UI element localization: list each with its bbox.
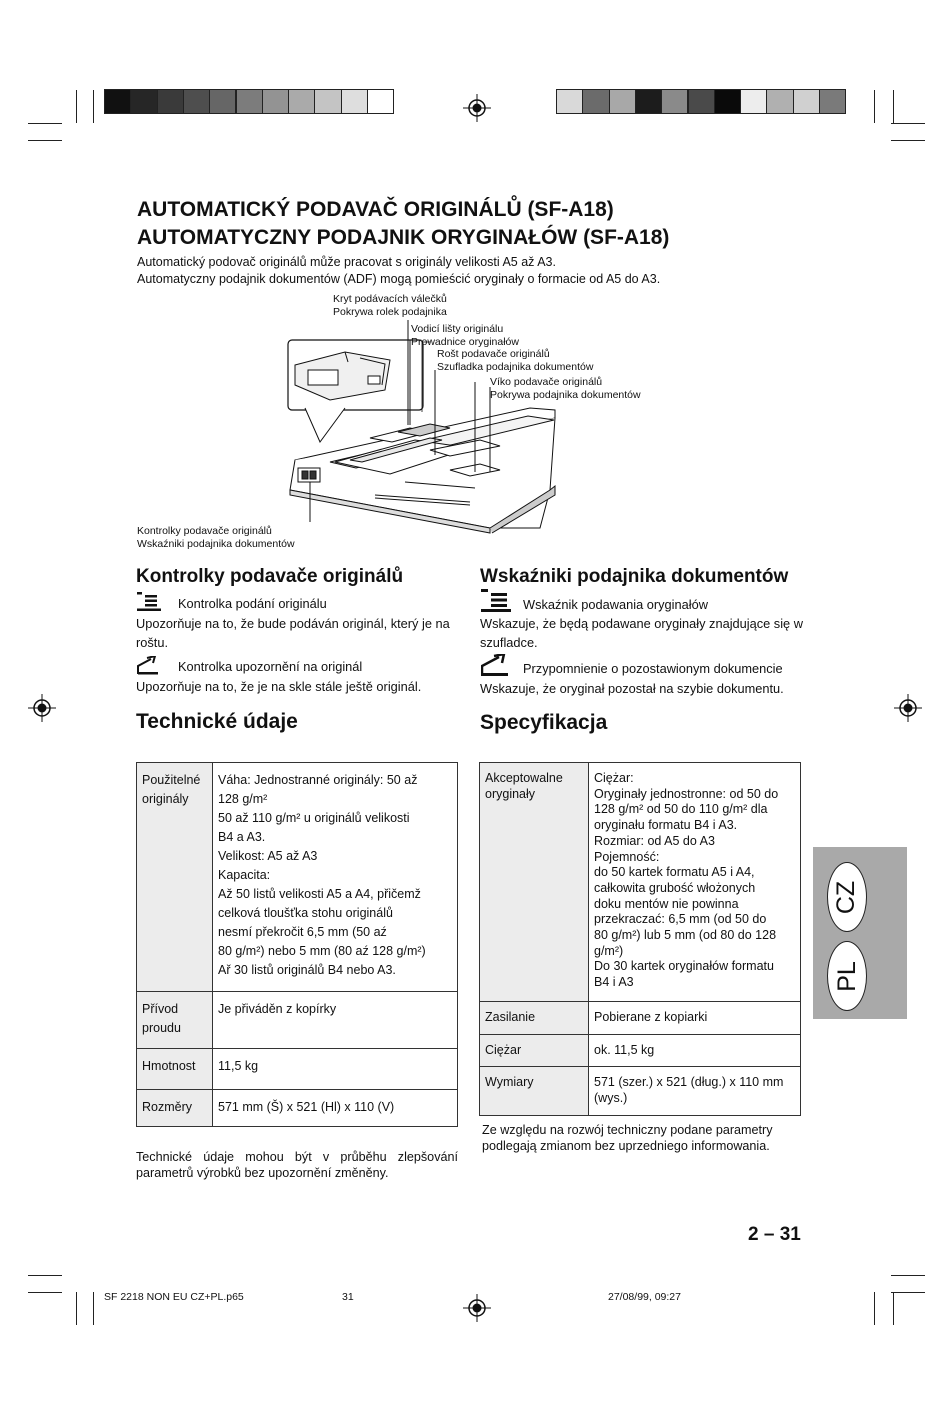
registration-target-icon [894,694,922,722]
spec-key-line: originály [142,792,189,806]
spec-value-line: Rozmiar: od A5 do A3 [594,833,715,848]
color-swatch [582,89,609,114]
heading-pl-indicators: Wskaźniki podajnika dokumentów [480,566,789,587]
color-swatch [819,89,846,114]
label-feeder-cover: Víko podavače originálů Pokrywa podajnika dokumentów [490,376,641,401]
spec-value-line: celková tloušťka stohu originálů [218,906,393,920]
table-row [137,992,458,1049]
spec-key-line: proudu [142,1021,181,1035]
spec-value-line: Až 50 listů velikosti A5 a A4, přičemž [218,887,421,901]
title-line-cz: AUTOMATICKÝ PODAVAČ ORIGINÁLŮ (SF-A18) [137,198,614,221]
spec-value-line: 128 g/m² od 50 do 110 g/m² dla [594,802,768,817]
color-swatch [209,89,236,114]
cz-original-text: Upozorňuje na to, že je na skle stále ještě originál. [136,679,422,694]
page-number: 2 – 31 [748,1224,801,1245]
intro-cz: Automatický podovač originálů může pracovat s originály velikosti A5 až A3. [137,255,556,269]
spec-value-line: 571 (szer.) x 521 (dług.) x 110 mm [594,1075,784,1090]
table-row [137,1049,458,1090]
spec-value-line: 50 až 110 g/m² u originálů velikosti [218,811,410,825]
pl-feed-label: Wskaźnik podawania oryginałów [523,597,708,612]
registration-target-icon [463,1294,491,1322]
spec-key-line: Použitelné [142,773,201,787]
spec-value-line: całkowita grubość włożonych [594,880,756,895]
table-row [137,1090,458,1127]
feed-indicator-icon [137,592,161,612]
cz-feed-label: Kontrolka podání originálu [178,596,327,611]
spec-value-line: 11,5 kg [218,1059,259,1073]
label-guides: Vodicí lišty originálu Prowadnice oryginałów [411,323,519,348]
spec-key-line: Zasilanie [485,1010,536,1024]
color-swatch [236,89,263,114]
intro-text [137,254,660,288]
table-row [480,1034,801,1067]
color-swatch [793,89,820,114]
original-left-icon [481,654,511,678]
color-swatch [661,89,688,114]
heading-cz-specs: Technické údaje [136,710,298,733]
language-badge-cz: CZ [827,862,867,932]
spec-value-line: Je přiváděn z kopírky [218,1002,337,1016]
footer-date: 27/08/99, 09:27 [608,1291,681,1303]
spec-key-line: Hmotnost [142,1059,196,1073]
color-swatch [341,89,368,114]
color-swatch [183,89,210,114]
pl-original-label: Przypomnienie o pozostawionym dokumencie [523,661,783,676]
heading-pl-specs: Specyfikacja [480,711,608,734]
cz-feed-text: Upozorňuje na to, že bude podáván originál, který je na roštu. [136,616,450,650]
language-badge-pl: PL [827,941,867,1011]
footer-file: SF 2218 NON EU CZ+PL.p65 [104,1291,244,1303]
color-swatch [635,89,662,114]
table-row [480,1067,801,1115]
color-swatch [609,89,636,114]
color-swatch [104,89,131,114]
spec-value-line: Ař 30 listů originálů B4 nebo A3. [218,963,396,977]
color-swatch [367,89,394,114]
cz-spec-table [136,762,458,1127]
label-indicators: Kontrolky podavače originálů Wskaźniki podajnika dokumentów [137,525,295,550]
spec-value [589,763,801,1002]
spec-value-line: ok. 11,5 kg [594,1042,655,1057]
spec-key [137,1090,213,1127]
spec-value-line: Ciężar: [594,771,634,785]
color-swatch [766,89,793,114]
spec-key [480,1034,589,1067]
footer-page: 31 [342,1291,354,1303]
color-swatch [556,89,583,114]
spec-value [213,992,458,1049]
registration-target-icon [463,94,491,122]
spec-key-line: Přívod [142,1002,179,1016]
spec-value-line: g/m²) [594,943,624,958]
spec-value [213,1090,458,1127]
pl-original-text: Wskazuje, że oryginał pozostał na szybie dokumentu. [480,681,784,696]
color-swatch [157,89,184,114]
cz-original-label: Kontrolka upozornění na originál [178,659,363,674]
spec-value-line: przekraczać: 6,5 mm (od 50 do [594,912,767,927]
color-swatch [740,89,767,114]
spec-value [213,1049,458,1090]
registration-target-icon [28,694,56,722]
spec-value-line: B4 i A3 [594,975,634,990]
color-swatch [288,89,315,114]
feed-indicator-icon [481,589,511,613]
spec-key-line: oryginały [485,786,536,801]
spec-value-line: B4 a A3. [218,830,266,844]
spec-key [480,1002,589,1035]
spec-value-line: Pobierane z kopiarki [594,1010,708,1024]
pl-feed-text: Wskazuje, że będą podawane oryginały znajdujące się w szufladce. [480,616,803,650]
spec-value-line: Do 30 kartek oryginałów formatu [594,959,774,974]
color-swatch [688,89,715,114]
spec-value-line: Velikost: A5 až A3 [218,849,318,863]
color-swatch [130,89,157,114]
spec-key [480,1067,589,1115]
cz-spec-note: Technické údaje mohou být v průběhu zlepšování parametrů výrobků bez upozornění změněny. [136,1150,458,1180]
spec-value-line: oryginału formatu B4 i A3. [594,818,738,833]
spec-value-line: nesmí překročit 6,5 mm (50 aź [218,925,387,939]
table-row [480,763,801,1002]
spec-value-line: Pojemność: [594,849,660,864]
title-line-pl: AUTOMATYCZNY PODAJNIK ORYGINAŁÓW (SF-A18) [137,226,670,249]
table-row [480,1002,801,1035]
spec-key [137,1049,213,1090]
color-swatch [314,89,341,114]
table-row [137,763,458,992]
pl-spec-table [479,762,801,1116]
spec-value-line: (wys.) [594,1091,628,1106]
color-swatch [262,89,289,114]
spec-value-line: Váha: Jednostranné originály: 50 až [218,773,418,787]
spec-value-line: 80 g/m²) nebo 5 mm (80 aź 128 g/m²) [218,944,426,958]
spec-value-line: Oryginały jednostronne: od 50 do [594,786,779,801]
spec-value [589,1034,801,1067]
spec-value-line: Kapacita: [218,868,271,882]
spec-key [480,763,589,1002]
spec-value [589,1002,801,1035]
page-title [137,196,669,252]
spec-value-line: doku mentów nie powinna [594,896,739,911]
adf-diagram [130,290,690,535]
heading-cz-indicators: Kontrolky podavače originálů [136,566,404,587]
spec-value [213,763,458,992]
spec-value-line: 80 g/m²) lub 5 mm (od 80 do 128 [594,928,777,943]
spec-value-line: do 50 kartek formatu A5 i A4, [594,865,755,880]
spec-key [137,763,213,992]
spec-key-line: Rozměry [142,1100,193,1114]
language-tab [813,847,907,1019]
spec-key-line: Akceptowalne [485,771,563,785]
intro-pl: Automatyczny podajnik dokumentów (ADF) mogą pomieścić oryginały o formacie od A5 do A3. [137,272,661,286]
color-swatch [714,89,741,114]
label-tray: Rošt podavače originálů Szufladka podajnika dokumentów [437,348,594,373]
spec-key-line: Wymiary [485,1075,534,1090]
spec-key [137,992,213,1049]
label-roller-cover: Kryt podávacích válečků Pokrywa rolek podajnika [333,293,447,318]
spec-value-line: 571 mm (Š) x 521 (Hl) x 110 (V) [218,1100,395,1114]
original-left-icon [137,656,161,676]
spec-value [589,1067,801,1115]
pl-spec-note: Ze względu na rozwój techniczny podane parametry podlegają zmianom bez uprzedniego informowania. [482,1123,773,1153]
spec-value-line: 128 g/m² [218,792,268,806]
spec-key-line: Ciężar [485,1042,522,1057]
